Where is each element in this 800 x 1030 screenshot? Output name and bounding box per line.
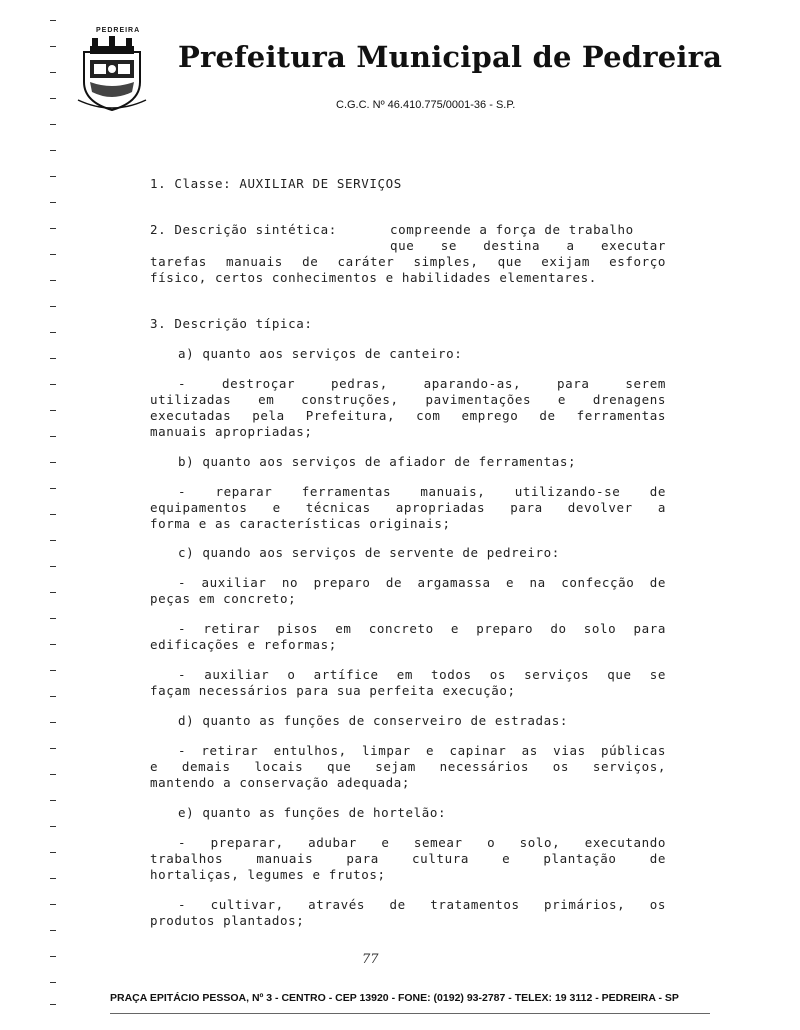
text-line: hortaliças, legumes e frutos; xyxy=(150,867,386,882)
text-line: produtos plantados; xyxy=(150,913,305,928)
text-line: - cultivar, através de tratamentos primários, os xyxy=(178,897,666,912)
page-title: Prefeitura Municipal de Pedreira xyxy=(178,40,723,74)
text-line: façam necessários para sua perfeita execução; xyxy=(150,683,516,698)
footer-divider xyxy=(110,1013,710,1014)
text-line: forma e as características originais; xyxy=(150,516,451,531)
synthetic-description-label: 2. Descrição sintética: xyxy=(150,222,337,237)
text-line: trabalhos manuais para cultura e plantação de xyxy=(150,851,666,866)
text-line: manuais apropriadas; xyxy=(150,424,313,439)
section-heading: a) quanto aos serviços de canteiro: xyxy=(178,346,463,361)
text-line: compreende a força de trabalho xyxy=(390,222,634,237)
cgc-number: C.G.C. Nº 46.410.775/0001-36 - S.P. xyxy=(336,99,516,111)
text-line: equipamentos e técnicas apropriadas para devolver a xyxy=(150,500,666,515)
text-line: - destroçar pedras, aparando-as, para serem xyxy=(178,376,666,391)
section-heading: e) quanto as funções de hortelão: xyxy=(178,805,447,820)
text-line: utilizadas em construções, pavimentações e drenagens xyxy=(150,392,666,407)
text-line: executadas pela Prefeitura, com emprego de ferramentas xyxy=(150,408,666,423)
margin-marks xyxy=(50,20,62,1010)
section-heading: d) quanto as funções de conserveiro de estradas: xyxy=(178,713,569,728)
page-number: 77 xyxy=(362,952,379,967)
footer-address: PRAÇA EPITÁCIO PESSOA, Nº 3 - CENTRO - CEP 13920 - FONE: (0192) 93-2787 - TELEX: 19 3112 - PEDREIRA - SP xyxy=(110,992,679,1004)
text-line: físico, certos conhecimentos e habilidades elementares. xyxy=(150,270,597,285)
text-line: edificações e reformas; xyxy=(150,637,337,652)
text-line: e demais locais que sejam necessários os serviços, xyxy=(150,759,666,774)
text-line: peças em concreto; xyxy=(150,591,297,606)
text-line: - reparar ferramentas manuais, utilizando-se de xyxy=(178,484,666,499)
typical-description-label: 3. Descrição típica: xyxy=(150,316,313,331)
municipal-crest-icon xyxy=(76,30,148,112)
text-line: - preparar, adubar e semear o solo, executando xyxy=(178,835,666,850)
text-line: tarefas manuais de caráter simples, que exijam esforço xyxy=(150,254,666,269)
text-line: - auxiliar o artífice em todos os serviços que se xyxy=(178,667,666,682)
text-line: - retirar entulhos, limpar e capinar as vias públicas xyxy=(178,743,666,758)
text-line: que se destina a executar xyxy=(390,238,666,253)
section-heading: c) quando aos serviços de servente de pedreiro: xyxy=(178,545,560,560)
text-line: - auxiliar no preparo de argamassa e na confecção de xyxy=(178,575,666,590)
section-heading: b) quanto aos serviços de afiador de ferramentas; xyxy=(178,454,577,469)
crest-lettering: PEDREIRA xyxy=(96,27,141,34)
class-heading: 1. Classe: AUXILIAR DE SERVIÇOS xyxy=(150,176,402,191)
text-line: mantendo a conservação adequada; xyxy=(150,775,411,790)
text-line: - retirar pisos em concreto e preparo do solo para xyxy=(178,621,666,636)
